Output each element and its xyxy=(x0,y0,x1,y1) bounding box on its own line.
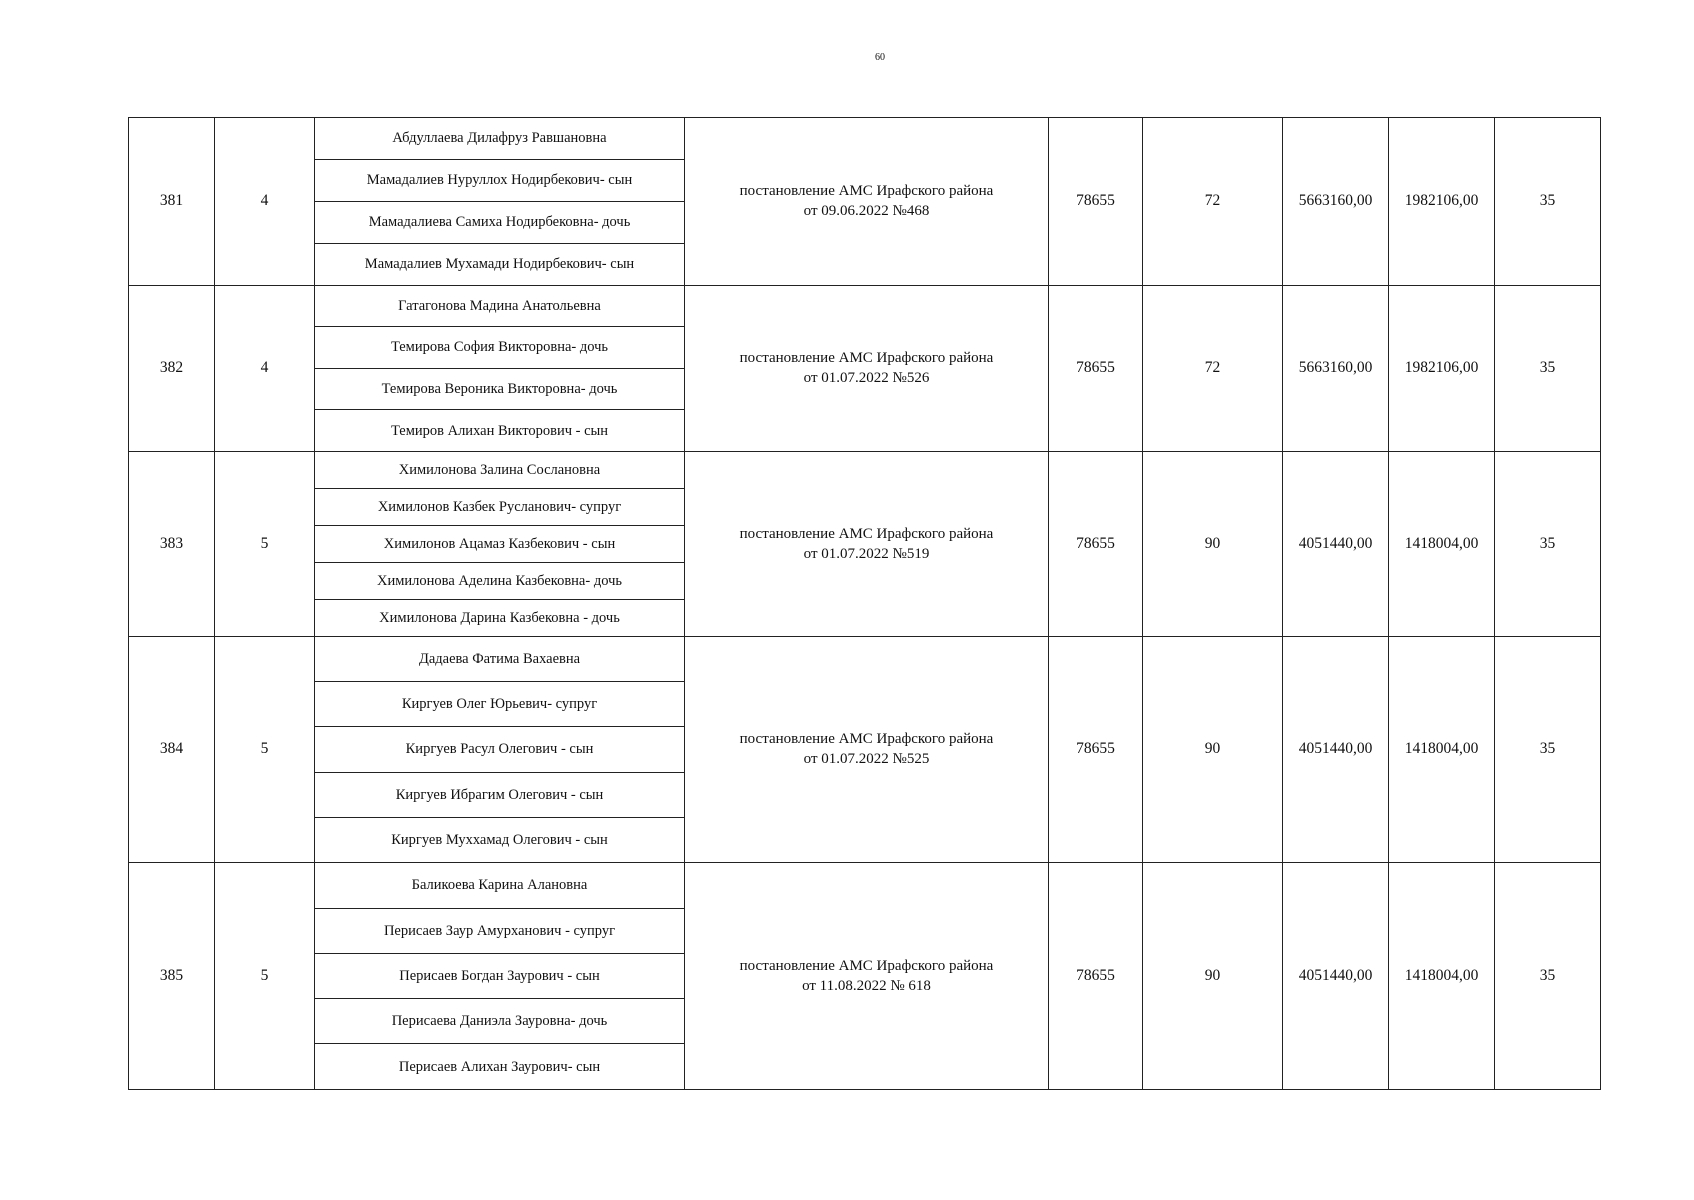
row-number: 383 xyxy=(129,452,215,637)
decree-cell xyxy=(685,118,1049,286)
family-member-name: Дадаева Фатима Вахаевна xyxy=(315,636,685,681)
family-size: 5 xyxy=(215,636,315,863)
subsidy-percent: 35 xyxy=(1495,285,1601,452)
family-member-name: Химилонова Дарина Казбековна - дочь xyxy=(315,599,685,636)
subsidy-amount: 1418004,00 xyxy=(1389,863,1495,1090)
subsidy-percent: 35 xyxy=(1495,452,1601,637)
decree-title: постановление АМС Ирафского района xyxy=(739,350,994,367)
price-norm: 78655 xyxy=(1049,863,1143,1090)
family-member-name: Перисаев Богдан Заурович - сын xyxy=(315,953,685,998)
family-member-name: Мамадалиев Мухамади Нодирбекович- сын xyxy=(315,243,685,285)
family-member-name: Киргуев Олег Юрьевич- супруг xyxy=(315,681,685,726)
family-size: 5 xyxy=(215,452,315,637)
total-cost: 4051440,00 xyxy=(1283,452,1389,637)
subsidy-amount: 1982106,00 xyxy=(1389,285,1495,452)
family-member-name: Химилонова Залина Сослановна xyxy=(315,452,685,489)
table-row xyxy=(129,863,1601,908)
family-member-name: Темирова Вероника Викторовна- дочь xyxy=(315,368,685,410)
decree-cell xyxy=(685,863,1049,1090)
subsidy-amount: 1418004,00 xyxy=(1389,452,1495,637)
decree-title: постановление АМС Ирафского района xyxy=(739,731,994,748)
family-member-name: Химилонов Ацамаз Казбекович - сын xyxy=(315,525,685,562)
family-member-name: Киргуев Расул Олегович - сын xyxy=(315,727,685,772)
subsidy-percent: 35 xyxy=(1495,118,1601,286)
price-norm: 78655 xyxy=(1049,636,1143,863)
table-row xyxy=(129,285,1601,327)
decree-title: постановление АМС Ирафского района xyxy=(739,958,994,975)
family-member-name: Гатагонова Мадина Анатольевна xyxy=(315,285,685,327)
price-norm: 78655 xyxy=(1049,452,1143,637)
row-number: 381 xyxy=(129,118,215,286)
family-member-name: Химилонов Казбек Русланович- супруг xyxy=(315,488,685,525)
row-number: 384 xyxy=(129,636,215,863)
family-member-name: Мамадалиева Самиха Нодирбековна- дочь xyxy=(315,201,685,243)
family-size: 4 xyxy=(215,285,315,452)
price-norm: 78655 xyxy=(1049,118,1143,286)
family-size: 4 xyxy=(215,118,315,286)
family-member-name: Баликоева Карина Алановна xyxy=(315,863,685,908)
decree-date-number: от 01.07.2022 №519 xyxy=(803,545,930,562)
family-member-name: Химилонова Аделина Казбековна- дочь xyxy=(315,562,685,599)
family-member-name: Киргуев Ибрагим Олегович - сын xyxy=(315,772,685,817)
decree-title: постановление АМС Ирафского района xyxy=(739,525,994,542)
price-norm: 78655 xyxy=(1049,285,1143,452)
subsidy-amount: 1982106,00 xyxy=(1389,118,1495,286)
decree-title: постановление АМС Ирафского района xyxy=(739,183,994,200)
decree-date-number: от 01.07.2022 №526 xyxy=(803,370,930,387)
table-row xyxy=(129,636,1601,681)
area-norm: 90 xyxy=(1143,452,1283,637)
family-member-name: Перисаева Даниэла Зауровна- дочь xyxy=(315,999,685,1044)
area-norm: 72 xyxy=(1143,118,1283,286)
area-norm: 90 xyxy=(1143,863,1283,1090)
family-member-name: Киргуев Муххамад Олегович - сын xyxy=(315,817,685,862)
family-member-name: Мамадалиев Нуруллох Нодирбекович- сын xyxy=(315,159,685,201)
family-member-name: Перисаев Заур Амурханович - супруг xyxy=(315,908,685,953)
total-cost: 4051440,00 xyxy=(1283,636,1389,863)
subsidy-amount: 1418004,00 xyxy=(1389,636,1495,863)
table-row xyxy=(129,452,1601,489)
decree-cell xyxy=(685,285,1049,452)
decree-date-number: от 01.07.2022 №525 xyxy=(803,751,930,768)
area-norm: 90 xyxy=(1143,636,1283,863)
decree-cell xyxy=(685,636,1049,863)
registry-body xyxy=(129,118,1601,1090)
family-member-name: Абдуллаева Дилафруз Равшановна xyxy=(315,118,685,160)
area-norm: 72 xyxy=(1143,285,1283,452)
decree-cell xyxy=(685,452,1049,637)
decree-date-number: от 09.06.2022 №468 xyxy=(803,203,930,220)
family-member-name: Темирова София Викторовна- дочь xyxy=(315,327,685,369)
subsidy-percent: 35 xyxy=(1495,863,1601,1090)
total-cost: 4051440,00 xyxy=(1283,863,1389,1090)
decree-date-number: от 11.08.2022 № 618 xyxy=(802,978,931,995)
row-number: 382 xyxy=(129,285,215,452)
row-number: 385 xyxy=(129,863,215,1090)
family-member-name: Перисаев Алихан Заурович- сын xyxy=(315,1044,685,1090)
registry-table xyxy=(128,117,1601,1090)
page-number: 60 xyxy=(875,52,885,63)
table-row xyxy=(129,118,1601,160)
family-size: 5 xyxy=(215,863,315,1090)
total-cost: 5663160,00 xyxy=(1283,285,1389,452)
total-cost: 5663160,00 xyxy=(1283,118,1389,286)
family-member-name: Темиров Алихан Викторович - сын xyxy=(315,410,685,452)
subsidy-percent: 35 xyxy=(1495,636,1601,863)
